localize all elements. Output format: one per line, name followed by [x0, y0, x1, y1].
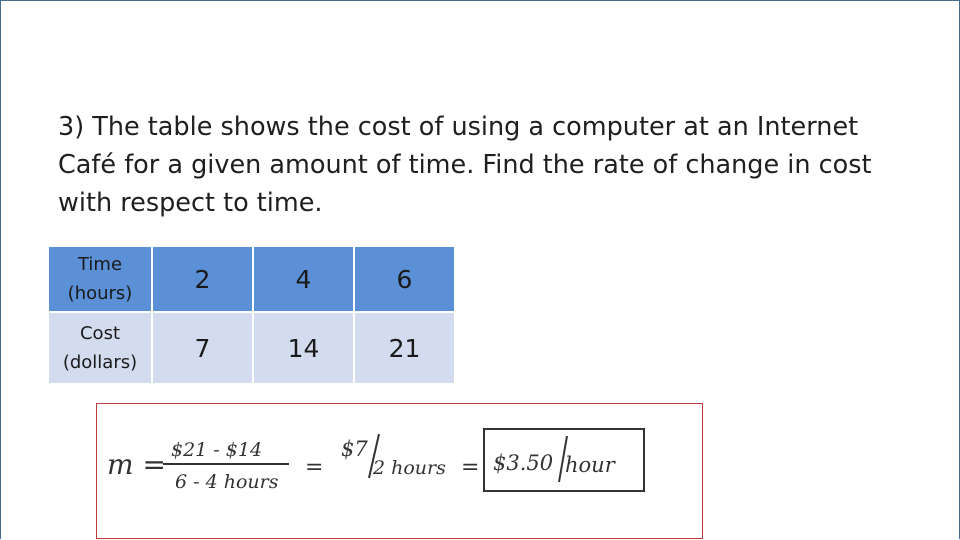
- step-numerator: $7: [341, 437, 368, 461]
- data-table: [47, 245, 456, 385]
- row-header-time: [48, 246, 152, 312]
- table-cell: 4: [253, 246, 354, 312]
- handwritten-work: [97, 404, 702, 538]
- fraction-denominator: 6 - 4 hours: [175, 471, 279, 493]
- row-header-line: Time: [77, 254, 123, 275]
- fraction-numerator: $21 - $14: [171, 439, 263, 461]
- table-cell: 7: [152, 312, 253, 384]
- table-cell: 14: [253, 312, 354, 384]
- slope-label: m =: [107, 448, 166, 481]
- row-header-line: (hours): [67, 283, 133, 304]
- answer-denominator: hour: [565, 453, 615, 477]
- table-cell: 21: [354, 312, 455, 384]
- equals-sign: =: [305, 455, 324, 480]
- handwritten-work-box: [96, 403, 703, 539]
- row-header-line: Cost: [79, 323, 121, 344]
- answer-numerator: $3.50: [493, 451, 554, 475]
- question-text: 3) The table shows the cost of using a computer at an Internet Café for a given amount of time. Find the rate of change in cost with respect to time.: [58, 112, 872, 218]
- table-cell: 2: [152, 246, 253, 312]
- equals-sign: =: [461, 455, 480, 480]
- row-header-line: (dollars): [62, 352, 138, 373]
- table-row-time: [48, 246, 455, 312]
- step-denominator: 2 hours: [373, 457, 446, 479]
- table-cell: 6: [354, 246, 455, 312]
- table-row-cost: [48, 312, 455, 384]
- row-header-cost: [48, 312, 152, 384]
